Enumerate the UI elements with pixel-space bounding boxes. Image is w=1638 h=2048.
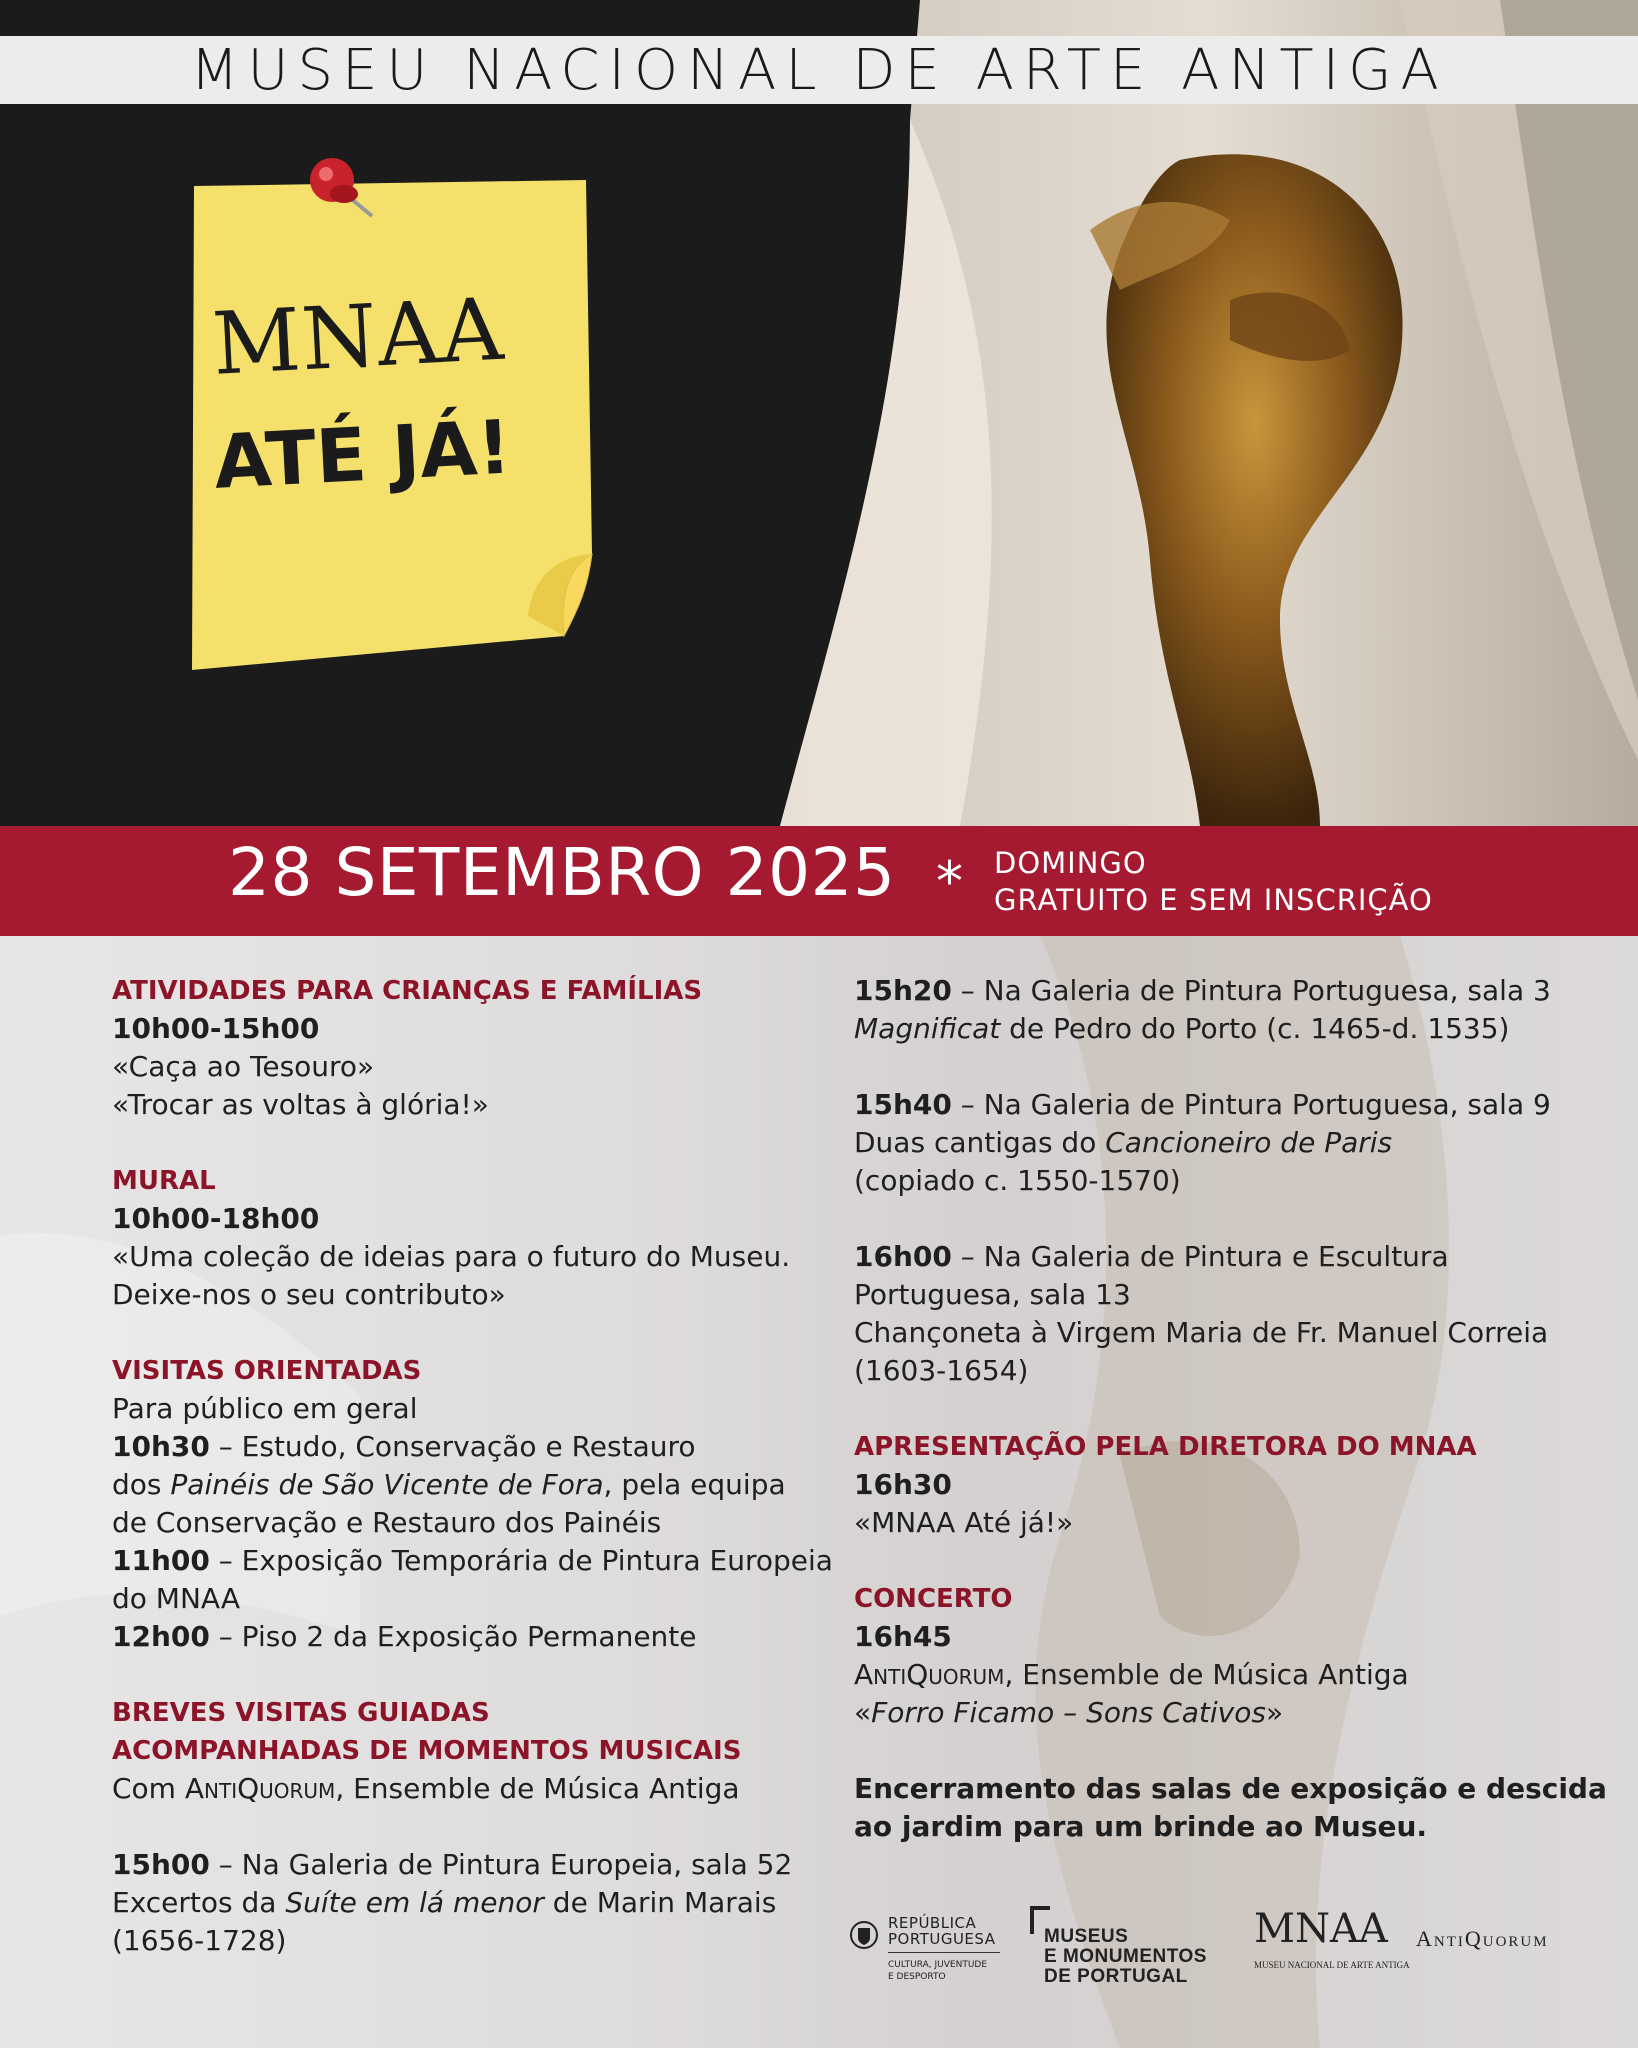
- presentation-title: «MNAA Até já!»: [854, 1506, 1074, 1539]
- antiquorum-logo: AntiQuorum: [1416, 1926, 1549, 1951]
- mural-text-1: «Uma coleção de ideias para o futuro do Museu.: [112, 1240, 791, 1273]
- presentation-time: 16h30: [854, 1468, 952, 1501]
- musical-slot-4-line-4: (1603-1654): [854, 1354, 1029, 1387]
- musical-slot-1: 15h00 – Na Galeria de Pintura Europeia, sala 52: [112, 1848, 793, 1881]
- section-heading-musical-tours-2: ACOMPANHADAS DE MOMENTOS MUSICAIS: [112, 1736, 742, 1766]
- admission-note: GRATUITO E SEM INSCRIÇÃO: [994, 883, 1433, 917]
- guided-tour-2: 11h00 – Exposição Temporária de Pintura Europeia: [112, 1544, 833, 1577]
- musical-slot-1-line-3: (1656-1728): [112, 1924, 287, 1957]
- musical-slot-3: 15h40 – Na Galeria de Pintura Portuguesa, sala 9: [854, 1088, 1551, 1121]
- event-weekday: DOMINGO: [994, 846, 1147, 880]
- museum-title-band: [0, 36, 1638, 104]
- mural-time: 10h00-18h00: [112, 1202, 320, 1235]
- musical-slot-3-line-3: (copiado c. 1550-1570): [854, 1164, 1181, 1197]
- section-heading-guided-tours: VISITAS ORIENTADAS: [112, 1356, 422, 1386]
- musical-slot-2-time: 15h20: [854, 974, 952, 1007]
- musical-slot-4-line-2: Portuguesa, sala 13: [854, 1278, 1131, 1311]
- musical-slot-4: 16h00 – Na Galeria de Pintura e Escultura: [854, 1240, 1449, 1273]
- musical-slot-4-time: 16h00: [854, 1240, 952, 1273]
- guided-tour-1-time: 10h30: [112, 1430, 210, 1463]
- section-heading-mural: MURAL: [112, 1166, 216, 1196]
- kids-activity-1: «Caça ao Tesouro»: [112, 1050, 375, 1083]
- draped-sculpture-image: [760, 0, 1638, 826]
- guided-tour-1-line-2: dos Painéis de São Vicente de Fora, pela equipa: [112, 1468, 786, 1501]
- push-pin-icon: [300, 152, 380, 232]
- program-right-column: [854, 972, 1607, 1846]
- musical-slot-1-time: 15h00: [112, 1848, 210, 1881]
- kids-activity-2: «Trocar as voltas à glória!»: [112, 1088, 489, 1121]
- guided-tour-2-line-2: do MNAA: [112, 1582, 240, 1615]
- musical-slot-2-line-2: Magnificat de Pedro do Porto (c. 1465-d. 1535): [854, 1012, 1510, 1045]
- section-heading-musical-tours-1: BREVES VISITAS GUIADAS: [112, 1698, 490, 1728]
- concert-time: 16h45: [854, 1620, 952, 1653]
- note-tagline: ATÉ JÁ!: [212, 404, 513, 506]
- partner-logos: REPÚBLICA PORTUGUESA CULTURA, JUVENTUDE E DESPORTO MUSEUS E MONUMENTOS DE PORTUGAL MNAA MUSEU NACIONAL DE ARTE ANTIGA AntiQuorum: [850, 1900, 1590, 2010]
- closing-note-1: Encerramento das salas de exposição e descida: [854, 1772, 1607, 1805]
- guided-tour-2-time: 11h00: [112, 1544, 210, 1577]
- note-mnaa-logo: MNAA: [210, 279, 507, 395]
- section-heading-kids: ATIVIDADES PARA CRIANÇAS E FAMÍLIAS: [112, 976, 703, 1006]
- musical-slot-2: 15h20 – Na Galeria de Pintura Portuguesa, sala 3: [854, 974, 1551, 1007]
- museum-title: MUSEU NACIONAL DE ARTE ANTIGA: [190, 37, 1448, 103]
- concert-ensemble: AntiQuorum, Ensemble de Música Antiga: [854, 1658, 1409, 1691]
- kids-time: 10h00-15h00: [112, 1012, 320, 1045]
- concert-programme-title: «Forro Ficamo – Sons Cativos»: [854, 1696, 1284, 1729]
- musical-ensemble-line: Com AntiQuorum, Ensemble de Música Antiga: [112, 1772, 740, 1805]
- hero-section: [0, 0, 1638, 826]
- program-left-column: [112, 972, 832, 1960]
- guided-tour-3: 12h00 – Piso 2 da Exposição Permanente: [112, 1620, 697, 1653]
- guided-tour-1-line-3: de Conservação e Restauro dos Painéis: [112, 1506, 662, 1539]
- section-heading-presentation: APRESENTAÇÃO PELA DIRETORA DO MNAA: [854, 1432, 1477, 1462]
- musical-slot-1-line-2: Excertos da Suíte em lá menor de Marin Marais: [112, 1886, 777, 1919]
- coat-of-arms-icon: [850, 1918, 878, 1952]
- mural-text-2: Deixe-nos o seu contributo»: [112, 1278, 506, 1311]
- guided-tour-3-time: 12h00: [112, 1620, 210, 1653]
- guided-audience: Para público em geral: [112, 1392, 418, 1425]
- event-date: 28 SETEMBRO 2025: [228, 834, 896, 911]
- divider: [888, 1952, 1000, 1953]
- closing-note-2: ao jardim para um brinde ao Museu.: [854, 1810, 1428, 1843]
- asterisk-separator: *: [936, 850, 963, 913]
- musical-slot-3-line-2: Duas cantigas do Cancioneiro de Paris: [854, 1126, 1393, 1159]
- guided-tour-1: 10h30 – Estudo, Conservação e Restauro: [112, 1430, 696, 1463]
- musical-slot-3-time: 15h40: [854, 1088, 952, 1121]
- musical-slot-4-line-3: Chançoneta à Virgem Maria de Fr. Manuel Correia: [854, 1316, 1549, 1349]
- section-heading-concert: CONCERTO: [854, 1584, 1013, 1614]
